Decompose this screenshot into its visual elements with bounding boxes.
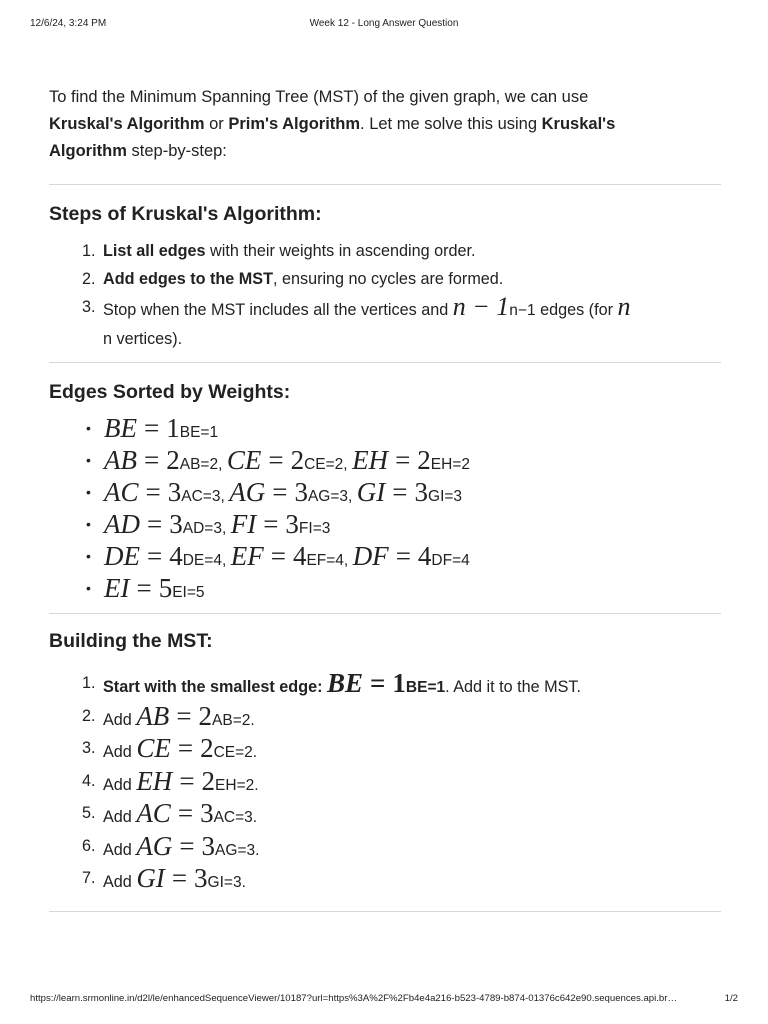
- bullet: •: [86, 548, 91, 564]
- step-text: with their weights in ascending order.: [205, 242, 476, 260]
- edge-weight: 3: [294, 477, 308, 507]
- edge-weight: 2: [198, 700, 213, 731]
- math-equals: =: [179, 830, 195, 861]
- math-annotation: DE=4,: [182, 552, 227, 569]
- list-item: [49, 237, 721, 265]
- list-item: [49, 265, 721, 293]
- edge-weight: 2: [290, 445, 305, 475]
- math-equals: =: [268, 445, 284, 475]
- step-add: Add: [103, 808, 137, 826]
- print-header: [30, 18, 738, 32]
- step-add: Add: [103, 873, 137, 891]
- list-number: 1.: [82, 242, 96, 260]
- bullet: •: [86, 452, 91, 468]
- list-number: 3.: [82, 739, 96, 757]
- edge-label: EI: [104, 573, 130, 603]
- edge-label: BE: [104, 413, 137, 443]
- math-annotation: EF=4,: [306, 552, 349, 569]
- build-list: [49, 667, 721, 895]
- step-text: . Add it to the MST.: [445, 678, 581, 696]
- math-equals: =: [395, 445, 411, 475]
- math-equals: =: [144, 413, 160, 443]
- list-number: 2.: [82, 270, 96, 288]
- math-equals: =: [171, 863, 188, 893]
- math-expression: n: [617, 292, 631, 321]
- edge-label: CE: [226, 445, 262, 475]
- edge-label: AC: [136, 798, 171, 828]
- edge-label: GI: [356, 477, 386, 507]
- math-annotation: AD=3,: [182, 520, 227, 537]
- edge-label: EF: [230, 541, 264, 571]
- document-content: [49, 84, 721, 912]
- step-text: Stop when the MST includes all the vertices and: [103, 301, 453, 319]
- edge-label: EH: [136, 765, 173, 796]
- bullet: •: [86, 484, 91, 500]
- math-annotation: FI=3: [298, 520, 331, 537]
- edge-weight: 2: [166, 445, 180, 475]
- math-annotation: AG=3.: [215, 841, 260, 859]
- list-item: [49, 830, 721, 863]
- page-number: 1/2: [724, 993, 738, 1004]
- list-item: [49, 293, 721, 353]
- math-equals: =: [145, 477, 161, 507]
- edge-label: EH: [352, 445, 389, 475]
- math-annotation: EI=5: [172, 584, 205, 601]
- edge-weight: 3: [194, 863, 208, 893]
- list-item: [49, 862, 721, 895]
- math-equals: =: [176, 700, 192, 731]
- edge-weight: 4: [169, 541, 183, 571]
- list-number: 6.: [82, 836, 96, 855]
- list-item: [49, 412, 721, 444]
- math-equals: =: [270, 541, 286, 571]
- edge-label: FI: [230, 509, 257, 539]
- math-equals: =: [392, 477, 408, 507]
- divider: [49, 362, 721, 363]
- list-item: [49, 572, 721, 604]
- list-item: [49, 444, 721, 476]
- math-annotation: AC=3,: [181, 488, 225, 505]
- step-add: Add: [103, 775, 137, 794]
- math-equals: =: [179, 765, 195, 796]
- math-annotation: BE=1: [405, 679, 446, 696]
- bullet: •: [86, 516, 91, 532]
- math-equals: =: [263, 509, 279, 539]
- math-annotation: EH=2.: [215, 776, 259, 794]
- math-annotation: GI=3.: [207, 874, 246, 891]
- math-annotation: DF=4: [431, 552, 470, 569]
- intro-kruskal-2: Kruskal's: [541, 115, 616, 133]
- edge-label: DE: [104, 541, 140, 571]
- math-annotation: n−1: [509, 302, 536, 319]
- list-number: 5.: [82, 804, 96, 822]
- divider: [49, 613, 721, 614]
- edge-weight: 4: [292, 541, 307, 571]
- edge-label: CE: [136, 733, 171, 763]
- edge-weight: 1: [166, 413, 180, 443]
- print-url: https://learn.srmonline.in/d2l/le/enhancedSequenceViewer/10187?url=https%3A%2F%2Fb4e4a216-b523-4789-b874-01376c642e90.sequences.api.br…: [30, 993, 678, 1004]
- bullet: •: [86, 420, 91, 436]
- print-page-title: Week 12 - Long Answer Question: [309, 18, 459, 29]
- edge-weight: 4: [417, 541, 432, 571]
- print-timestamp: 12/6/24, 3:24 PM: [30, 18, 107, 29]
- math-equals: =: [136, 573, 152, 603]
- list-number: 2.: [82, 706, 96, 725]
- list-number: 4.: [82, 771, 96, 790]
- math-annotation: CE=2.: [213, 744, 258, 761]
- math-annotation: BE=1: [179, 424, 219, 441]
- math-equals: =: [395, 541, 411, 571]
- edge-label: BE: [326, 668, 364, 698]
- edge-weight: 3: [285, 509, 299, 539]
- divider: [49, 911, 721, 912]
- step-bold: List all edges: [103, 242, 206, 260]
- math-equals: =: [147, 541, 163, 571]
- intro-prim: Prim's Algorithm: [228, 115, 361, 133]
- divider: [49, 184, 721, 185]
- edge-weight: 2: [417, 445, 431, 475]
- list-item: [49, 476, 721, 508]
- math-equals: =: [370, 668, 386, 698]
- math-annotation: GI=3: [428, 488, 463, 505]
- list-item: [49, 667, 721, 700]
- edge-label: AD: [104, 509, 140, 539]
- math-annotation: AB=2.: [212, 711, 255, 729]
- math-annotation: AC=3.: [213, 809, 258, 826]
- list-item: [49, 700, 721, 733]
- math-equals: =: [177, 733, 194, 763]
- intro-paragraph: [49, 84, 721, 165]
- list-item: [49, 765, 721, 798]
- print-footer: [30, 993, 738, 1007]
- intro-kruskal: Kruskal's Algorithm: [49, 115, 205, 133]
- intro-algorithm: Algorithm: [49, 142, 127, 160]
- list-number: 7.: [82, 869, 96, 887]
- edge-weight: 3: [167, 477, 182, 507]
- step-add: Add: [103, 840, 137, 859]
- step-bold: Start with the smallest edge:: [103, 678, 327, 696]
- edge-label: AC: [104, 477, 139, 507]
- intro-text-3: step-by-step:: [126, 142, 227, 160]
- edge-label: AB: [136, 700, 170, 731]
- edge-label: AG: [136, 830, 173, 861]
- step-text: edges (for: [535, 301, 618, 319]
- bullet: •: [86, 580, 91, 596]
- step-bold: Add edges to the MST: [103, 270, 273, 288]
- edge-weight: 2: [200, 733, 214, 763]
- edge-weight: 3: [200, 798, 214, 828]
- math-equals: =: [177, 798, 194, 828]
- step-text: , ensuring no cycles are formed.: [272, 270, 504, 288]
- list-item: [49, 540, 721, 572]
- list-item: [49, 797, 721, 830]
- steps-list: [49, 237, 721, 353]
- math-equals: =: [147, 509, 163, 539]
- edge-weight: 1: [392, 668, 406, 698]
- list-number: 1.: [82, 674, 96, 692]
- step-add: Add: [103, 743, 137, 761]
- edge-weight: 5: [158, 573, 173, 603]
- edge-label: GI: [136, 863, 165, 893]
- math-annotation: EH=2: [430, 456, 471, 473]
- intro-text-1: To find the Minimum Spanning Tree (MST) of the given graph, we can use: [49, 88, 589, 106]
- edge-weight: 3: [201, 830, 216, 861]
- step-add: Add: [103, 710, 137, 729]
- edges-heading: Edges Sorted by Weights:: [49, 381, 291, 403]
- math-annotation: CE=2,: [304, 456, 348, 473]
- list-number: 3.: [82, 298, 96, 316]
- math-annotation: AB=2,: [179, 456, 223, 473]
- intro-or: or: [204, 115, 229, 133]
- math-equals: =: [144, 445, 160, 475]
- edge-weight: 2: [201, 765, 216, 796]
- edge-label: DF: [352, 541, 389, 571]
- list-item: [49, 732, 721, 765]
- intro-text-2: . Let me solve this using: [360, 115, 542, 133]
- edge-label: AG: [229, 477, 266, 507]
- list-item: [49, 508, 721, 540]
- step-text: n vertices).: [103, 330, 183, 348]
- edge-weight: 3: [169, 509, 183, 539]
- math-equals: =: [272, 477, 288, 507]
- build-heading: Building the MST:: [49, 630, 213, 652]
- steps-heading: Steps of Kruskal's Algorithm:: [49, 203, 322, 225]
- math-annotation: AG=3,: [307, 488, 353, 505]
- edge-label: AB: [104, 445, 137, 475]
- edge-weight: 3: [414, 477, 429, 507]
- math-expression: n − 1: [452, 292, 510, 321]
- edges-list: [49, 412, 721, 604]
